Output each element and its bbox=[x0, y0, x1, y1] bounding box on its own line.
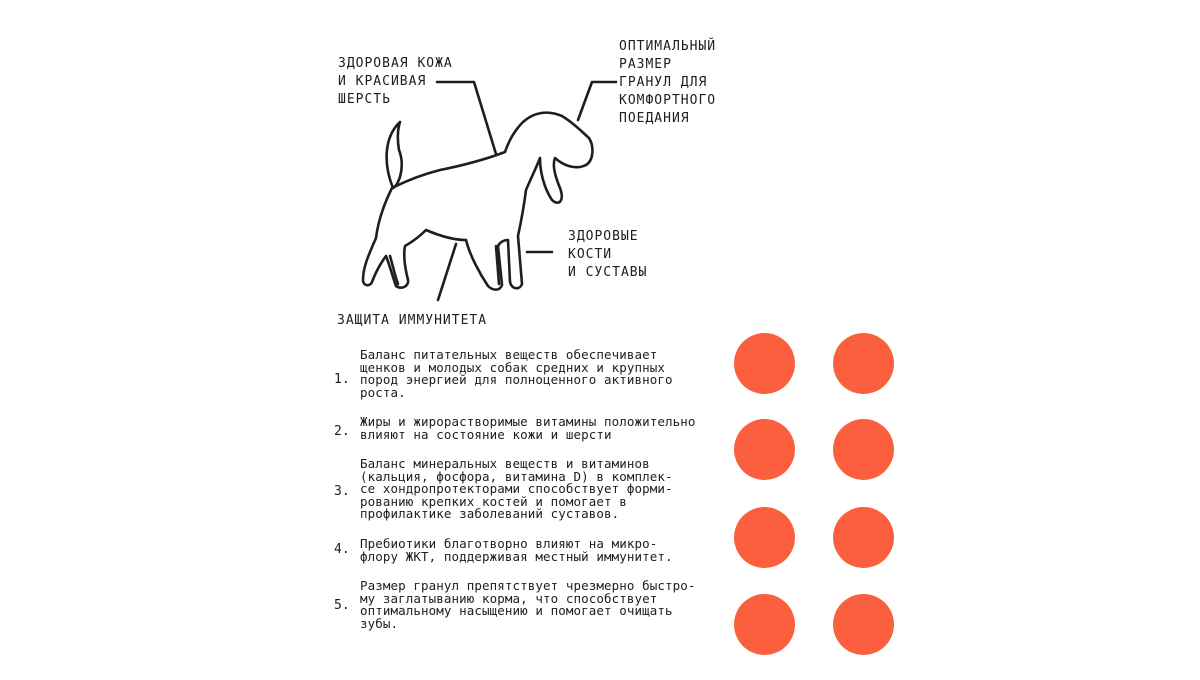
benefit-text: Баланс минеральных веществ и витаминов (кальция, фосфора, витамина D) в комплек- се хондропротекторами способствует форми- рованию крепких костей и помогает в профилактике заболеваний суставов. bbox=[360, 456, 673, 522]
decorative-dot bbox=[833, 333, 894, 394]
benefit-number: 3. bbox=[334, 484, 350, 499]
label-immunity: ЗАЩИТА ИММУНИТЕТА bbox=[337, 313, 488, 328]
callout-line-immunity bbox=[438, 244, 456, 300]
callout-line-granule bbox=[578, 82, 616, 120]
decorative-dot bbox=[833, 419, 894, 480]
label-healthy-bones: ЗДОРОВЫЕ КОСТИ И СУСТАВЫ bbox=[568, 229, 648, 280]
dog-tail bbox=[387, 122, 402, 188]
benefit-number: 2. bbox=[334, 424, 350, 439]
decorative-dot bbox=[734, 333, 795, 394]
benefit-number: 5. bbox=[334, 598, 350, 613]
benefit-number: 1. bbox=[334, 372, 350, 387]
benefit-text: Баланс питательных веществ обеспечивает щенков и молодых собак средних и крупных пород энергией для полноценного активного роста. bbox=[360, 347, 673, 400]
callout-line-skin bbox=[437, 82, 496, 154]
decorative-dot bbox=[833, 594, 894, 655]
benefit-number: 4. bbox=[334, 542, 350, 557]
benefit-text: Жиры и жирорастворимые витамины положительно влияют на состояние кожи и шерсти bbox=[360, 414, 696, 442]
decorative-dot bbox=[734, 594, 795, 655]
decorative-dot bbox=[833, 507, 894, 568]
label-granule-size: ОПТИМАЛЬНЫЙ РАЗМЕР ГРАНУЛ ДЛЯ КОМФОРТНОГО ПОЕДАНИЯ bbox=[619, 39, 717, 126]
decorative-dot bbox=[734, 507, 795, 568]
label-healthy-skin: ЗДОРОВАЯ КОЖА И КРАСИВАЯ ШЕРСТЬ bbox=[338, 56, 453, 107]
benefit-text: Пребиотики благотворно влияют на микро- флору ЖКТ, поддерживая местный иммунитет. bbox=[360, 536, 673, 564]
benefit-text: Размер гранул препятствует чрезмерно быстро- му заглатыванию корма, что способствует оптимальному насыщению и помогает очищать зубы. bbox=[360, 578, 696, 631]
decorative-dot bbox=[734, 419, 795, 480]
